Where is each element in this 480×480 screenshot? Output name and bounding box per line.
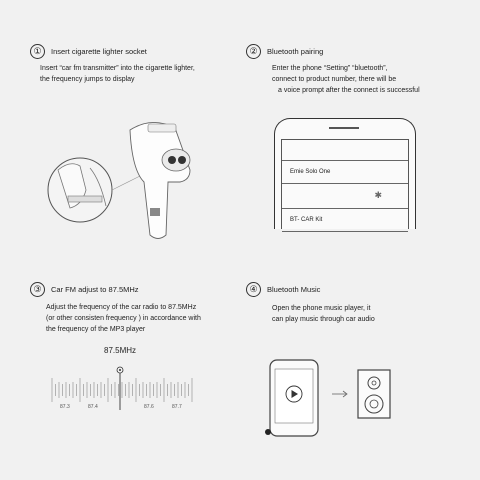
step-2-line: connect to product number, there will be	[272, 76, 397, 83]
step-2-header	[246, 44, 420, 59]
device-item-1[interactable]	[282, 160, 408, 184]
bluetooth-device-list	[282, 160, 408, 232]
step-2-line: Enter the phone “Setting” “bluetooth”,	[272, 65, 388, 72]
step-1-description	[40, 63, 195, 85]
step-1-line: Insert “car fm transmitter” into the cigarette lighter,	[40, 65, 195, 72]
step-4-description	[272, 303, 375, 325]
step-2-number: ②	[246, 44, 261, 59]
step-4-number: ④	[246, 282, 261, 297]
step-2-line: a voice prompt after the connect is successful	[278, 87, 420, 94]
step-3-description	[46, 302, 201, 335]
step-1	[30, 44, 195, 85]
step-2	[246, 44, 420, 96]
phone-speaker-slot	[329, 127, 359, 129]
dial-tick-label-4: 87.6	[144, 404, 154, 410]
step-2-title: Bluetooth pairing	[267, 47, 324, 56]
phone-screen	[281, 139, 409, 229]
dial-tick-label-1: 87.3	[60, 404, 70, 410]
step-2-description	[272, 63, 420, 96]
step-1-title: Insert cigarette lighter socket	[51, 47, 147, 56]
frequency-dial	[50, 346, 200, 416]
dial-tick-label-2: 87.4	[88, 404, 98, 410]
device-item-2[interactable]	[282, 208, 408, 232]
arrow-right-icon	[332, 391, 347, 397]
step-3-line: Adjust the frequency of the car radio to 87.5MHz	[46, 304, 197, 311]
step-3-number: ③	[30, 282, 45, 297]
dial-frequency-label: 87.5MHz	[104, 346, 137, 355]
dial-tick-label-5: 87.7	[172, 404, 182, 410]
step-4-line: Open the phone music player, it	[272, 305, 371, 312]
step-3-line: the frequency of the MP3 player	[46, 326, 146, 333]
step-4-title: Bluetooth Music	[267, 285, 321, 294]
step-3-title: Car FM adjust to 87.5MHz	[51, 285, 139, 294]
fm-transmitter-icon	[40, 110, 210, 250]
step-3-header	[30, 282, 201, 297]
phone-bluetooth-screen	[274, 118, 416, 229]
device-item-spacer	[282, 184, 408, 208]
device-item-1-label: Emie Solo One	[290, 169, 331, 175]
step-3	[30, 282, 201, 335]
step-1-number: ①	[30, 44, 45, 59]
step-4	[246, 282, 375, 325]
step-3-line: (or other consisten frequency ) in accordance with	[46, 315, 201, 322]
speaker-icon	[358, 370, 390, 418]
step-4-header	[246, 282, 375, 297]
step-1-header	[30, 44, 195, 59]
step-4-line: can play music through car audio	[272, 316, 375, 323]
music-playback-illustration	[262, 352, 402, 442]
device-item-2-label: BT- CAR Kit	[290, 217, 323, 223]
step-1-line: the frequency jumps to display	[40, 76, 135, 83]
bluetooth-icon: ✱	[374, 190, 382, 200]
dial-pointer-dot	[119, 369, 121, 371]
